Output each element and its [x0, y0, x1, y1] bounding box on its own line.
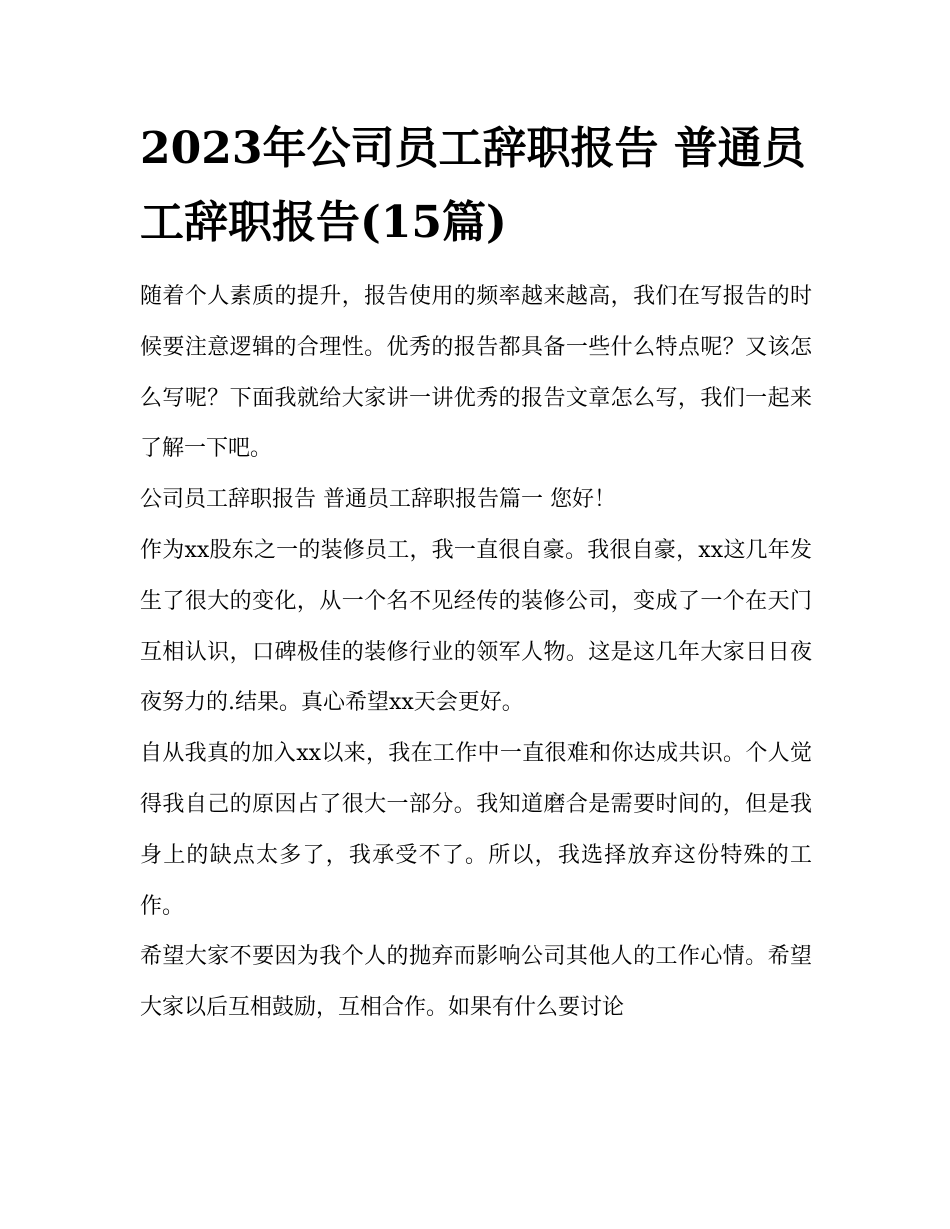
paragraph-heading-one: 公司员工辞职报告 普通员工辞职报告篇一 您好！ [140, 487, 616, 513]
document-page [140, 112, 812, 1034]
document-title: 2023年公司员工辞职报告 普通员工辞职报告(15篇) [140, 123, 806, 248]
document-body [140, 272, 812, 1034]
paragraph-intro: 随着个人素质的提升，报告使用的频率越来越高，我们在写报告的时候要注意逻辑的合理性。优秀的报告都具备一些什么特点呢？又该怎么写呢？下面我就给大家讲一讲优秀的报告文章怎么写，我们一起来了解一下吧。 [140, 284, 812, 462]
paragraph-pride: 作为xx股东之一的装修员工，我一直很自豪。我很自豪，xx这几年发生了很大的变化，从一个名不见经传的装修公司，变成了一个在天门互相认识，口碑极佳的装修行业的领军人物。这是这几年大家日日夜夜努力的.结果。真心希望xx天会更好。 [140, 537, 812, 716]
paragraph-hope: 希望大家不要因为我个人的抛弃而影响公司其他人的工作心情。希望大家以后互相鼓励，互相合作。如果有什么要讨论 [140, 944, 812, 1021]
paragraph-reason: 自从我真的加入xx以来，我在工作中一直很难和你达成共识。个人觉得我自己的原因占了很大一部分。我知道磨合是需要时间的，但是我身上的缺点太多了，我承受不了。所以，我选择放弃这份特殊的工作。 [140, 741, 812, 919]
